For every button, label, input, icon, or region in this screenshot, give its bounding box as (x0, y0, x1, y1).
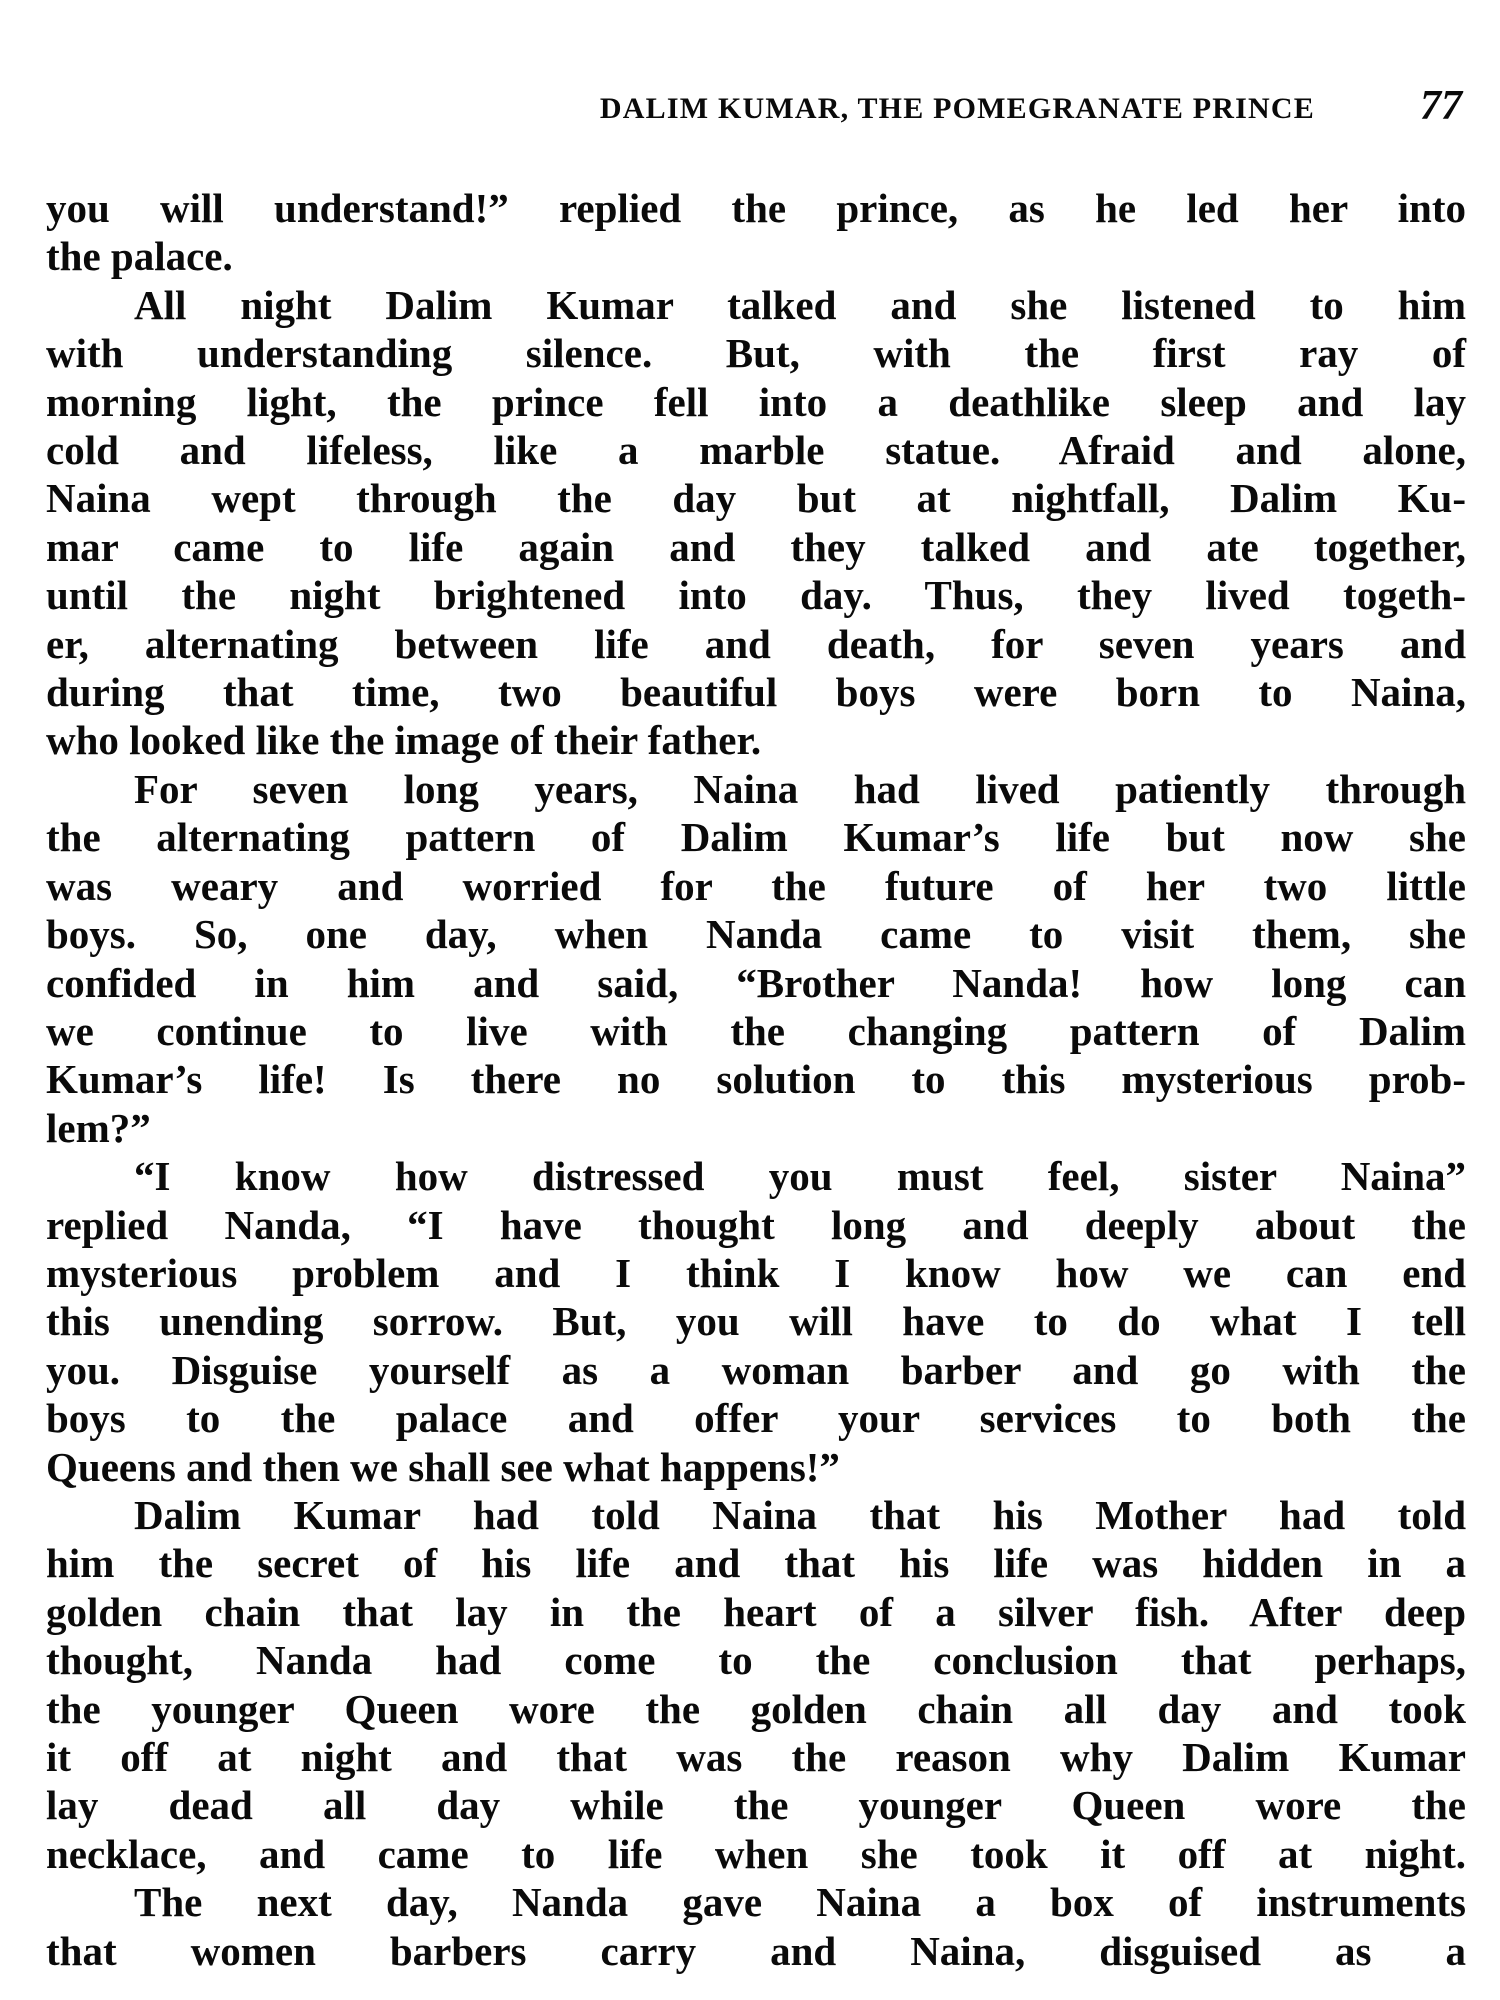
text-line: Naina wept through the day but at nightfall, Dalim Ku- (46, 475, 1466, 522)
text-line: lay dead all day while the younger Queen wore the (46, 1782, 1466, 1829)
text-line: we continue to live with the changing pattern of Dalim (46, 1007, 1466, 1054)
running-title: DALIM KUMAR, THE POMEGRANATE PRINCE (599, 92, 1315, 125)
text-line: For seven long years, Naina had lived patiently through (134, 765, 1466, 812)
paragraph (46, 281, 1466, 765)
text-line: the palace. (46, 233, 233, 280)
text-line: him the secret of his life and that his life was hidden in a (46, 1540, 1466, 1587)
text-line: the younger Queen wore the golden chain all day and took (46, 1685, 1466, 1732)
text-line: boys. So, one day, when Nanda came to visit them, she (46, 911, 1466, 958)
paragraph (46, 765, 1466, 1152)
paragraph (46, 1152, 1466, 1491)
text-line: cold and lifeless, like a marble statue. Afraid and alone, (46, 427, 1466, 474)
text-line: during that time, two beautiful boys were born to Naina, (46, 669, 1466, 716)
text-line: The next day, Nanda gave Naina a box of instruments (134, 1879, 1466, 1926)
text-line: Queens and then we shall see what happens!” (46, 1443, 840, 1490)
paragraph (46, 184, 1466, 281)
text-line: confided in him and said, “Brother Nanda! how long can (46, 959, 1466, 1006)
paragraph (46, 1878, 1466, 1975)
text-line: morning light, the prince fell into a deathlike sleep and lay (46, 378, 1466, 425)
text-line: Kumar’s life! Is there no solution to this mysterious prob- (46, 1056, 1466, 1103)
text-line: “I know how distressed you must feel, sister Naina” (134, 1153, 1466, 1200)
text-line: boys to the palace and offer your services to both the (46, 1395, 1466, 1442)
text-line: until the night brightened into day. Thus, they lived togeth- (46, 572, 1466, 619)
running-header (40, 83, 1470, 130)
text-line: it off at night and that was the reason why Dalim Kumar (46, 1734, 1466, 1780)
body-text (46, 184, 1466, 1975)
text-line: thought, Nanda had come to the conclusion that perhaps, (46, 1637, 1466, 1684)
text-line: you will understand!” replied the prince, as he led her into (46, 185, 1466, 231)
text-line: All night Dalim Kumar talked and she listened to him (134, 281, 1466, 328)
text-line: mysterious problem and I think I know how we can end (46, 1249, 1466, 1296)
paragraph (46, 1491, 1466, 1878)
text-line: golden chain that lay in the heart of a silver fish. After deep (46, 1588, 1466, 1635)
page-number: 77 (1420, 83, 1462, 129)
text-line: mar came to life again and they talked and ate together, (46, 523, 1466, 570)
text-line: Dalim Kumar had told Naina that his Mother had told (134, 1491, 1466, 1538)
text-line: replied Nanda, “I have thought long and deeply about the (46, 1201, 1466, 1248)
text-line: you. Disguise yourself as a woman barber and go with the (46, 1346, 1466, 1393)
text-line: necklace, and came to life when she took it off at night. (46, 1830, 1466, 1877)
text-line: was weary and worried for the future of her two little (46, 862, 1466, 909)
text-line: lem?” (46, 1104, 151, 1151)
text-line: this unending sorrow. But, you will have to do what I tell (46, 1298, 1466, 1345)
text-line: the alternating pattern of Dalim Kumar’s life but now she (46, 814, 1466, 861)
text-line: er, alternating between life and death, for seven years and (46, 620, 1466, 667)
text-line: with understanding silence. But, with the first ray of (46, 330, 1466, 377)
text-line: that women barbers carry and Naina, disguised as a (46, 1927, 1466, 1974)
text-line: who looked like the image of their father. (46, 717, 762, 764)
